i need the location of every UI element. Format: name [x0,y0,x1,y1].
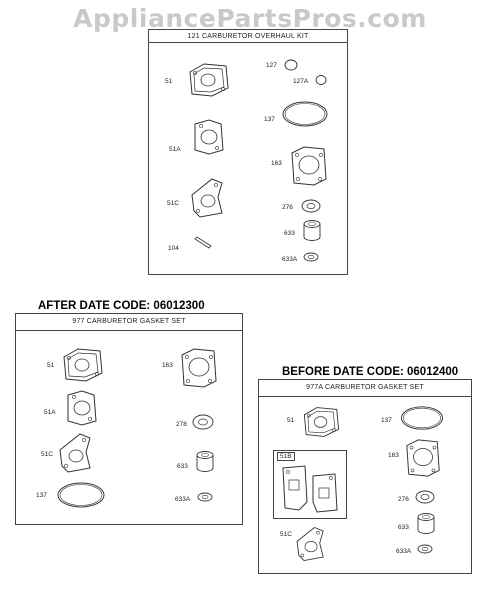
seal-127a-icon [314,74,328,86]
part-label: 633A [282,256,298,263]
kit-977-title-divider [16,330,242,331]
part-label: 51C [280,531,292,538]
part-label: 278 [176,421,187,428]
part-label: 127 [266,62,277,69]
gasket-163-icon [178,345,220,391]
part-label: 51A [44,409,56,416]
part-label: 633 [398,524,409,531]
gasket-51-icon [186,60,231,100]
bushing-633-icon [302,219,322,243]
seal-127-icon [283,58,299,72]
gasket-51-icon [60,345,105,385]
part-label: 633 [177,463,188,470]
part-label: 51 [165,78,173,85]
gasket-51c-icon [188,175,228,221]
part-label: 51A [169,146,181,153]
part-label: 163 [388,452,399,459]
before-date-code-heading: BEFORE DATE CODE: 06012400 [282,366,459,378]
gasket-163-icon [403,436,443,480]
part-label: 51 [47,362,55,369]
after-date-code-heading: AFTER DATE CODE: 06012300 [38,300,205,312]
washer-276-icon [414,488,436,506]
gasket-51b-icon [277,462,343,516]
bushing-633-icon [195,450,215,474]
o-ring-137-icon [55,480,107,510]
o-ring-137-icon [398,404,446,432]
watermark-logo: AppliancePartsPros.com [73,4,427,33]
bushing-633-icon [416,512,436,536]
gasket-51c-icon [56,430,96,476]
kit-977a-title: 977A CARBURETOR GASKET SET [306,384,424,391]
gasket-51c-icon [293,524,329,564]
gasket-51a-icon [62,387,100,429]
pin-104-icon [193,236,213,252]
part-label: 633 [284,230,295,237]
gasket-163-icon [288,143,330,189]
gasket-51-icon [300,404,342,440]
part-label: 137 [36,492,47,499]
part-label: 137 [381,417,392,424]
washer-278-icon [191,412,215,432]
part-label: 633A [175,496,191,503]
washer-633a-icon [196,491,214,503]
kit-977-title: 977 CARBURETOR GASKET SET [72,318,186,325]
part-label: 276 [282,204,293,211]
gasket-51a-icon [189,116,227,158]
part-label: 51C [167,200,179,207]
part-label: 51 [287,417,295,424]
part-label: 276 [398,496,409,503]
part-label: 633A [396,548,412,555]
part-label: 163 [271,160,282,167]
kit-121-title: 121 CARBURETOR OVERHAUL KIT [187,33,309,40]
washer-633a-icon [416,543,434,555]
washer-276-icon [300,197,322,215]
kit-121-title-divider [149,42,347,43]
part-label: 137 [264,116,275,123]
washer-633a-icon [302,251,320,263]
kit-977a-title-divider [259,396,471,397]
part-label: 104 [168,245,179,252]
part-label: 51B [277,452,295,461]
part-label: 163 [162,362,173,369]
o-ring-137-icon [280,99,330,129]
part-label: 127A [293,78,309,85]
part-label: 51C [41,451,53,458]
